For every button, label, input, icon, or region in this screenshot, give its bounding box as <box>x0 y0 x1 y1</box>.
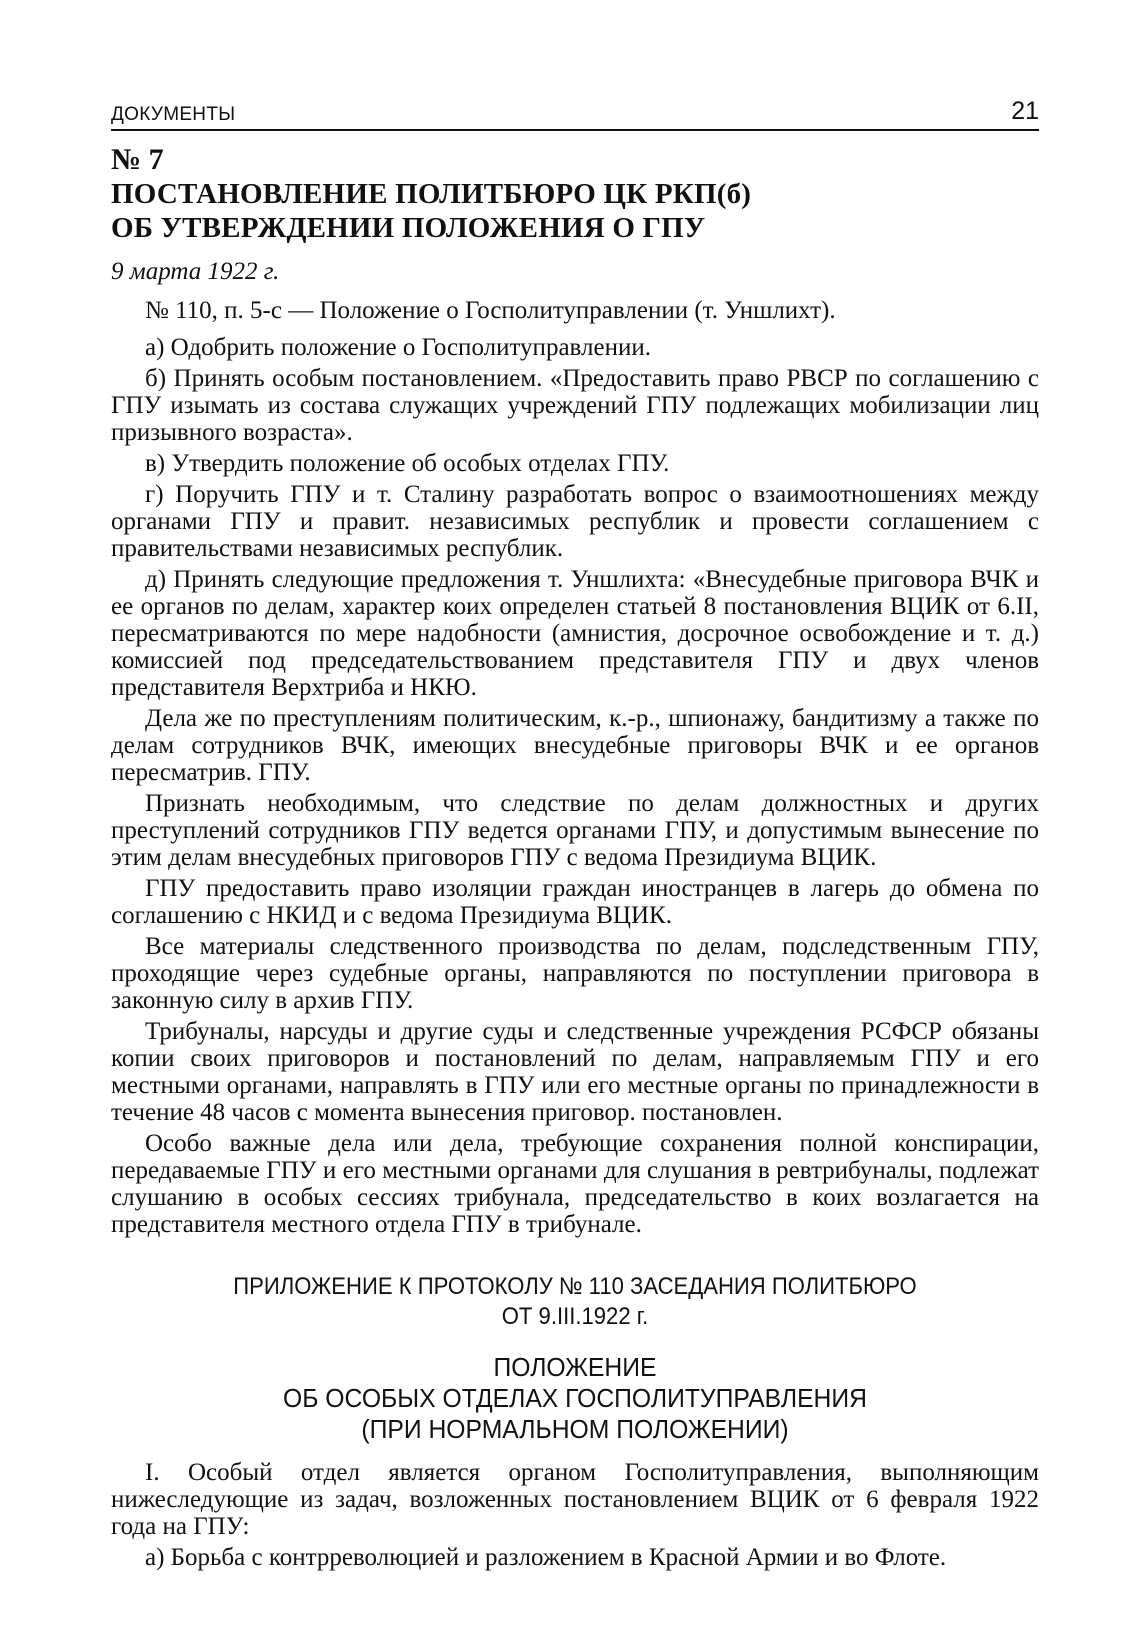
document-number: № 7 <box>111 143 164 176</box>
appendix-heading-line-2: ОТ 9.III.1922 г. <box>501 1303 649 1330</box>
regulation-heading-line-1: ПОЛОЖЕНИЕ <box>493 1352 657 1382</box>
document-title-line-2: ОБ УТВЕРЖДЕНИИ ПОЛОЖЕНИЯ О ГПУ <box>111 212 706 244</box>
paragraph-item-a: а) Одобрить положение о Госполитуправлении. <box>145 334 651 361</box>
paragraph-item-v: в) Утвердить положение об особых отделах ГПУ. <box>145 450 670 477</box>
paragraph-item-g: г) Поручить ГПУ и т. Сталину разработать вопрос о взаимоотношениях между органами ГПУ и правит. независимых республик и провести соглашением с правительствами независимых республик. <box>111 481 1039 562</box>
document-date: 9 марта 1922 г. <box>111 258 280 285</box>
regulation-heading-line-3: (ПРИ НОРМАЛЬНОМ ПОЛОЖЕНИИ) <box>361 1414 789 1444</box>
document-title-line-1: ПОСТАНОВЛЕНИЕ ПОЛИТБЮРО ЦК РКП(б) <box>111 178 752 210</box>
paragraph-materials: Все материалы следственного производства по делам, подследственным ГПУ, проходящие через судебные органы, направляются по поступлении приговора в законную силу в архив ГПУ. <box>111 933 1039 1014</box>
document-page <box>111 96 1039 1575</box>
page-number: 21 <box>1011 97 1039 125</box>
regulation-paragraph-item-a: а) Борьба с контрреволюцией и разложением в Красной Армии и во Флоте. <box>145 1544 947 1571</box>
running-head <box>111 96 1039 131</box>
section-label: ДОКУМЕНТЫ <box>111 104 236 125</box>
appendix-heading <box>148 1272 1002 1332</box>
paragraph-tribunals: Трибуналы, нарсуды и другие суды и следственные учреждения РСФСР обязаны копии своих приговоров и постановлений по делам, направляемым ГПУ и его местными органами, направлять в ГПУ или его местные органы по принадлежности в течение 48 часов с момента вынесения приговор. постановлен. <box>111 1018 1039 1126</box>
paragraph-political-cases: Дела же по преступлениям политическим, к.-р., шпионажу, бандитизму а также по делам сотрудников ВЧК, имеющих внесудебные приговоры ВЧК и ее органов пересматрив. ГПУ. <box>111 705 1039 786</box>
regulation-paragraph-1: I. Особый отдел является органом Госполитуправления, выполняющим нижеследующие из задач, возложенных постановлением ВЦИК от 6 февраля 1922 года на ГПУ: <box>111 1459 1039 1540</box>
regulation-heading <box>134 1352 1016 1445</box>
paragraph-item-d: д) Принять следующие предложения т. Уншлихта: «Внесудебные приговора ВЧК и ее органов по делам, характер коих определен статьей 8 постановления ВЦИК от 6.II, пересматриваются по мере надобности (амнистия, досрочное освобождение и т. д.) комиссией под председательствованием представителя ГПУ и двух членов представителя Верхтриба и НКЮ. <box>111 566 1039 701</box>
paragraph-resolution-ref: № 110, п. 5-с — Положение о Госполитуправлении (т. Уншлихт). <box>145 297 836 324</box>
paragraph-special-sessions: Особо важные дела или дела, требующие сохранения полной конспирации, передаваемые ГПУ и его местными органами для слушания в ревтрибуналы, подлежат слушанию в особых сессиях трибунала, председательство в коих возлагается на представителя местного отдела ГПУ в трибунале. <box>111 1130 1039 1238</box>
paragraph-item-b: б) Принять особым постановлением. «Предоставить право РВСР по соглашению с ГПУ изымать из состава служащих учреждений ГПУ подлежащих мобилизации лиц призывного возраста». <box>111 365 1039 446</box>
paragraph-isolation: ГПУ предоставить право изоляции граждан иностранцев в лагерь до обмена по соглашению с НКИД и с ведома Президиума ВЦИК. <box>111 875 1039 929</box>
paragraph-investigation: Признать необходимым, что следствие по делам должностных и других преступлений сотрудников ГПУ ведется органами ГПУ, и допустимым вынесение по этим делам внесудебных приговоров ГПУ с ведома Президиума ВЦИК. <box>111 790 1039 871</box>
appendix-heading-line-1: ПРИЛОЖЕНИЕ К ПРОТОКОЛУ № 110 ЗАСЕДАНИЯ ПОЛИТБЮРО <box>233 1273 917 1300</box>
regulation-heading-line-2: ОБ ОСОБЫХ ОТДЕЛАХ ГОСПОЛИТУПРАВЛЕНИЯ <box>283 1383 867 1413</box>
